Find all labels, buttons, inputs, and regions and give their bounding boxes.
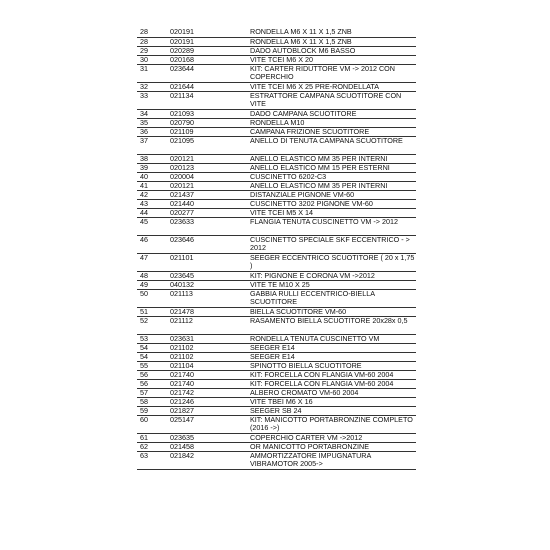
row-position-cell: 60 (137, 415, 167, 433)
row-code-cell: 020004 (167, 172, 247, 181)
row-description-cell: GABBIA RULLI ECCENTRICO-BIELLA SCUOTITORE (247, 289, 416, 307)
row-description-cell: RONDELLA M10 (247, 118, 416, 127)
row-code-cell: 021095 (167, 136, 247, 154)
row-description-cell: CAMPANA FRIZIONE SCUOTITORE (247, 127, 416, 136)
row-code-cell: 023646 (167, 235, 247, 253)
row-position-cell: 54 (137, 352, 167, 361)
row-description-cell: ALBERO CROMATO VM-60 2004 (247, 388, 416, 397)
table-row (137, 451, 416, 469)
row-position-cell: 58 (137, 397, 167, 406)
table-row (137, 343, 416, 352)
table-row (137, 217, 416, 235)
table-row (137, 370, 416, 379)
table-row (137, 406, 416, 415)
table-row (137, 208, 416, 217)
row-description-cell: FLANGIA TENUTA CUSCINETTO VM -> 2012 (247, 217, 416, 235)
row-description-cell: VITE TBEI M6 X 16 (247, 397, 416, 406)
row-code-cell: 021102 (167, 343, 247, 352)
table-row (137, 181, 416, 190)
table-row (137, 352, 416, 361)
table-row (137, 91, 416, 109)
row-position-cell: 35 (137, 118, 167, 127)
row-code-cell: 021113 (167, 289, 247, 307)
row-code-cell: 020790 (167, 118, 247, 127)
row-code-cell: 020121 (167, 154, 247, 163)
row-code-cell: 021458 (167, 442, 247, 451)
table-row (137, 334, 416, 343)
table-row (137, 397, 416, 406)
row-code-cell: 023633 (167, 217, 247, 235)
row-description-cell: AMMORTIZZATORE IMPUGNATURA VIBRAMOTOR 2005-> (247, 451, 416, 469)
row-position-cell: 46 (137, 235, 167, 253)
row-description-cell: KIT: MANICOTTO PORTABRONZINE COMPLETO (2016 ->) (247, 415, 416, 433)
row-description-cell: ANELLO ELASTICO MM 35 PER INTERNI (247, 154, 416, 163)
row-code-cell: 021102 (167, 352, 247, 361)
row-description-cell: KIT: PIGNONE E CORONA VM ->2012 (247, 271, 416, 280)
table-row (137, 289, 416, 307)
table-row (137, 280, 416, 289)
table-row (137, 46, 416, 55)
row-code-cell: 021437 (167, 190, 247, 199)
row-position-cell: 42 (137, 190, 167, 199)
row-description-cell: KIT: FORCELLA CON FLANGIA VM-60 2004 (247, 370, 416, 379)
row-description-cell: BIELLA SCUOTITORE VM-60 (247, 307, 416, 316)
row-position-cell: 45 (137, 217, 167, 235)
row-position-cell: 29 (137, 46, 167, 55)
row-code-cell: 023631 (167, 334, 247, 343)
row-position-cell: 36 (137, 127, 167, 136)
row-description-cell: SEEGER ECCENTRICO SCUOTITORE ( 20 x 1,75 ) (247, 253, 416, 271)
row-code-cell: 021827 (167, 406, 247, 415)
row-position-cell: 32 (137, 82, 167, 91)
row-code-cell: 021740 (167, 379, 247, 388)
row-position-cell: 50 (137, 289, 167, 307)
row-position-cell: 47 (137, 253, 167, 271)
row-code-cell: 020123 (167, 163, 247, 172)
table-row (137, 64, 416, 82)
row-code-cell: 021093 (167, 109, 247, 118)
row-description-cell: SPINOTTO BIELLA SCUOTITORE (247, 361, 416, 370)
row-position-cell: 39 (137, 163, 167, 172)
table-row (137, 415, 416, 433)
table-row (137, 127, 416, 136)
row-position-cell: 56 (137, 379, 167, 388)
table-row (137, 235, 416, 253)
table-row (137, 118, 416, 127)
row-code-cell: 023644 (167, 64, 247, 82)
row-description-cell: VITE TCEI M5 X 14 (247, 208, 416, 217)
row-code-cell: 021246 (167, 397, 247, 406)
row-position-cell: 56 (137, 370, 167, 379)
row-description-cell: KIT: FORCELLA CON FLANGIA VM-60 2004 (247, 379, 416, 388)
row-position-cell: 33 (137, 91, 167, 109)
row-code-cell: 021104 (167, 361, 247, 370)
row-description-cell: CUSCINETTO 3202 PIGNONE VM-60 (247, 199, 416, 208)
row-description-cell: RASAMENTO BIELLA SCUOTITORE 20x28x 0,5 (247, 316, 416, 334)
table-row (137, 199, 416, 208)
row-position-cell: 48 (137, 271, 167, 280)
row-code-cell: 020191 (167, 37, 247, 46)
table-row (137, 190, 416, 199)
row-code-cell: 021740 (167, 370, 247, 379)
table-row (137, 109, 416, 118)
row-code-cell: 021101 (167, 253, 247, 271)
row-description-cell: RONDELLA M6 X 11 X 1,5 ZNB (247, 37, 416, 46)
row-description-cell: COPERCHIO CARTER VM ->2012 (247, 433, 416, 442)
row-code-cell: 023645 (167, 271, 247, 280)
row-description-cell: RONDELLA TENUTA CUSCINETTO VM (247, 334, 416, 343)
row-position-cell: 55 (137, 361, 167, 370)
row-description-cell: ESTRATTORE CAMPANA SCUOTITORE CON VITE (247, 91, 416, 109)
table-row (137, 442, 416, 451)
row-position-cell: 49 (137, 280, 167, 289)
row-position-cell: 41 (137, 181, 167, 190)
row-position-cell: 34 (137, 109, 167, 118)
row-description-cell: VITE TCEI M6 X 20 (247, 55, 416, 64)
table-row (137, 172, 416, 181)
table-row (137, 271, 416, 280)
row-description-cell: VITE TE M10 X 25 (247, 280, 416, 289)
row-position-cell: 61 (137, 433, 167, 442)
row-code-cell: 020168 (167, 55, 247, 64)
row-code-cell: 021134 (167, 91, 247, 109)
row-description-cell: CUSCINETTO SPECIALE SKF ECCENTRICO - > 2012 (247, 235, 416, 253)
row-code-cell: 020121 (167, 181, 247, 190)
row-code-cell: 021440 (167, 199, 247, 208)
row-position-cell: 31 (137, 64, 167, 82)
table-row (137, 163, 416, 172)
table-row (137, 307, 416, 316)
row-code-cell: 020277 (167, 208, 247, 217)
row-description-cell: RONDELLA M6 X 11 X 1,5 ZNB (247, 28, 416, 37)
row-code-cell: 025147 (167, 415, 247, 433)
row-code-cell: 023635 (167, 433, 247, 442)
row-code-cell: 021112 (167, 316, 247, 334)
table-row (137, 433, 416, 442)
table-row (137, 316, 416, 334)
row-description-cell: CUSCINETTO 6202-C3 (247, 172, 416, 181)
table-row (137, 253, 416, 271)
row-position-cell: 57 (137, 388, 167, 397)
row-code-cell: 021478 (167, 307, 247, 316)
row-position-cell: 43 (137, 199, 167, 208)
row-code-cell: 021842 (167, 451, 247, 469)
row-position-cell: 63 (137, 451, 167, 469)
table-row (137, 136, 416, 154)
row-position-cell: 44 (137, 208, 167, 217)
row-description-cell: SEEGER SB 24 (247, 406, 416, 415)
row-description-cell: VITE TCEI M6 X 25 PRE-RONDELLATA (247, 82, 416, 91)
row-position-cell: 40 (137, 172, 167, 181)
row-code-cell: 040132 (167, 280, 247, 289)
row-position-cell: 51 (137, 307, 167, 316)
parts-table (137, 28, 416, 470)
row-position-cell: 37 (137, 136, 167, 154)
row-position-cell: 62 (137, 442, 167, 451)
row-description-cell: DISTANZIALE PIGNONE VM-60 (247, 190, 416, 199)
row-code-cell: 021644 (167, 82, 247, 91)
row-description-cell: ANELLO ELASTICO MM 35 PER INTERNI (247, 181, 416, 190)
row-position-cell: 53 (137, 334, 167, 343)
row-code-cell: 020289 (167, 46, 247, 55)
row-position-cell: 28 (137, 28, 167, 37)
row-position-cell: 30 (137, 55, 167, 64)
row-position-cell: 52 (137, 316, 167, 334)
table-row (137, 388, 416, 397)
table-row (137, 82, 416, 91)
table-row (137, 361, 416, 370)
row-description-cell: SEEGER E14 (247, 352, 416, 361)
table-row (137, 55, 416, 64)
parts-table-body (137, 28, 416, 469)
row-description-cell: SEEGER E14 (247, 343, 416, 352)
row-code-cell: 021109 (167, 127, 247, 136)
row-description-cell: ANELLO ELASTICO MM 15 PER ESTERNI (247, 163, 416, 172)
table-row (137, 154, 416, 163)
row-description-cell: OR MANICOTTO PORTABRONZINE (247, 442, 416, 451)
row-code-cell: 020191 (167, 28, 247, 37)
table-row (137, 379, 416, 388)
table-row (137, 37, 416, 46)
row-position-cell: 59 (137, 406, 167, 415)
row-code-cell: 021742 (167, 388, 247, 397)
row-position-cell: 54 (137, 343, 167, 352)
row-description-cell: DADO AUTOBLOCK M6 BASSO (247, 46, 416, 55)
row-position-cell: 28 (137, 37, 167, 46)
table-row (137, 28, 416, 37)
row-description-cell: ANELLO DI TENUTA CAMPANA SCUOTITORE (247, 136, 416, 154)
row-description-cell: DADO CAMPANA SCUOTITORE (247, 109, 416, 118)
row-description-cell: KIT: CARTER RIDUTTORE VM -> 2012 CON COPERCHIO (247, 64, 416, 82)
row-position-cell: 38 (137, 154, 167, 163)
